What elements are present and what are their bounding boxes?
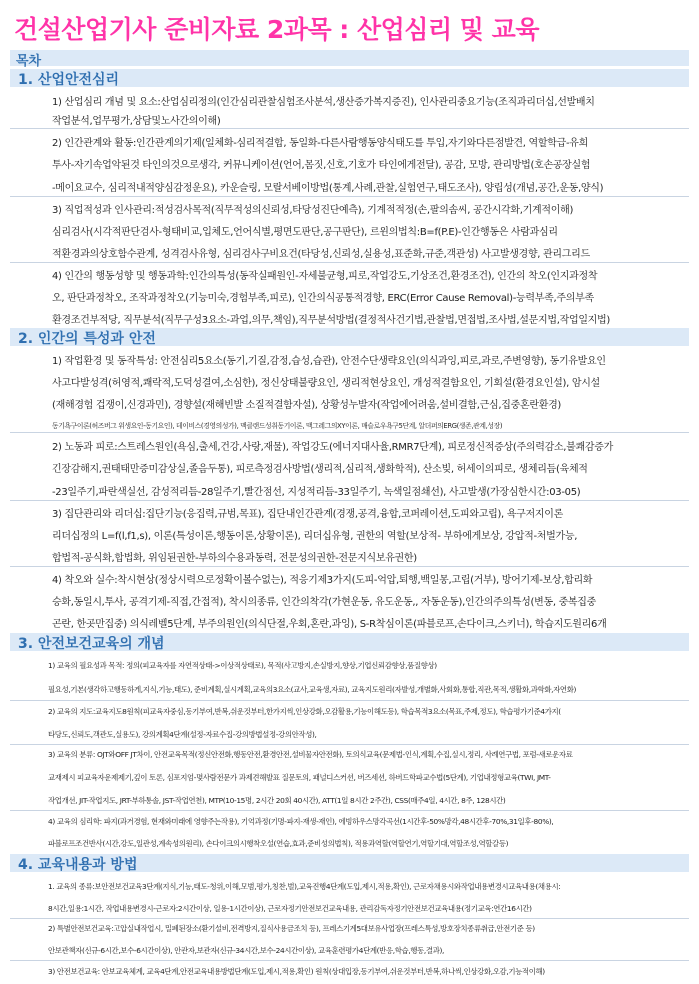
divider — [10, 432, 689, 433]
divider — [10, 744, 689, 745]
section-3-heading: 3. 안전보건교육의 개념 — [18, 636, 165, 652]
section-1-line: 작업분석,업무평가,상담및노사간의이해) — [52, 116, 221, 127]
section-1-line: 3) 직업적성과 인사관리:적성검사목적(직무적성의신뢰성,타당성진단예측), 기계적적정(손,팔의솜씨, 공간시각화,기계적이해) — [52, 205, 574, 216]
section-4-heading: 4. 교육내용과 방법 — [18, 857, 138, 873]
section-3-line: 파블로프조건반사(시간,강도,일관성,계속성의원리), 손다이크의시행착오설(연습,효과,준비성의법칙), 적용과역할(역할연기,역할기대,역할조성,역할갈등) — [48, 839, 509, 848]
section-3-line: 타당도,신뢰도,객관도,실용도), 강의계획4단계(설정-자료수집-강의방법설정-강의안작성), — [48, 730, 317, 739]
section-3-line: 4) 교육의 심리학: 파지(과거경험, 현재와미래에 영향주는작용), 기억과정(기명-파지-재생-재인), 에빙하우스망각곡선(1시간후-50%망각,48시간후-70%,31일후-80%), — [48, 817, 554, 826]
section-4-line: 8시간,일용:1시간, 작업내용변경시-근로자:2시간이상, 일용-1시간이상), 근로자정기안전보건교육내용, 관리감독자정기안전보건교육내용(정기교육:연간16시간) — [48, 904, 532, 913]
section-3-line: 필요성,기본(생각하고행동하게,지식,기능,태도), 준비계획,실시계획,교육의3요소(교사,교육생,자료), 교육지도원리(자발성,개별화,사회화,통합,직관,목적,생활화,과학화,자연화) — [48, 685, 577, 694]
section-2-line: 2) 노동과 피로:스트레스원인(욕심,출세,건강,사랑,재물), 작업강도(에너지대사율,RMR7단계), 피로정신적증상(주의력감소,불쾌감증가 — [52, 442, 613, 453]
section-3-line: 교재제시 피교육자운제제기,깊이 토론, 심포지엄-몇사람전문가 과제견해발표 질문토의, 패널디스커션, 버즈세션, 하버드학파교수법(5단계), 기업내정형교육(TWI, JMT- — [48, 773, 551, 782]
section-2-line: 합법적-공식화,합법화, 위임된권한-부하의수용과동력, 전문성의권한-전문지식보유권한) — [52, 553, 417, 564]
divider — [10, 700, 689, 701]
section-2-line: 사고다발성격(허영적,쾌락적,도덕성결여,소심한), 정신상태불량요인, 생리적현상요인, 개성적결함요인, 기회설(환경요인설), 암시설 — [52, 378, 600, 389]
section-1-line: 적환경과의상호함수관계, 성격검사유형, 심리검사구비요건(타당성,신뢰성,실용성,표준화,규준,객관성) 사고발생경향, 관리그리드 — [52, 249, 590, 260]
section-2-line: (재해경험 겁쟁이,신경과민), 경향설(재해빈발 소질적결함자설), 상황성누발자(작업에어려움,설비결함,근심,집중혼란환경) — [52, 400, 562, 411]
toc-bar — [10, 50, 689, 66]
toc-label: 목차 — [16, 54, 42, 69]
section-2-line: 3) 집단관리와 리더십:집단기능(응집력,규범,목표), 집단내인간관계(경쟁,공격,융합,코퍼레이션,도피와고립), 욕구저지이론 — [52, 509, 563, 520]
section-2-line: -23일주기,파란색실선, 감성적리듬-28일주기,빨간점선, 지성적리듬-33일주기, 녹색일점쇄선), 사고발생(가장심한시간:03-05) — [52, 487, 581, 498]
section-1-line: 심리검사(시각적판단검사-형태비교,입체도,언어식별,평면도판단,공구판단), 르윈의법칙:B=f(P.E)-인간행동은 사람과심리 — [52, 227, 558, 238]
section-1-line: 1) 산업심리 개념 및 요소:산업심리정의(인간심리관찰심험조사분석,생산증가복지증진), 인사관리중요기능(조직과리더십,선발배치 — [52, 97, 595, 108]
section-2-line: 리더십정의 L=f(l,f1,s), 이론(특성이론,행동이론,상황이론), 리더십유형, 권한의 역할(보상적- 부하에게보상, 강압적-처벌가능, — [52, 531, 578, 542]
section-1-line: 4) 인간의 행동성향 및 행동과학:인간의특성(동작실패원인-자세불균형,피로,작업강도,기상조건,환경조건), 인간의 착오(인지과정착 — [52, 271, 598, 282]
section-1-line: 환경조건부적당, 직무분석(직무구성3요소-과업,의무,책임),직무분석방법(결정적사건기법,관찰법,면접법,조사법,설문지법,작업일지법) — [52, 315, 611, 326]
divider — [10, 500, 689, 501]
section-2-line: 승화,동일시,투사, 공격기제-직접,간접적), 착시의종류, 인간의착각(가현운동, 유도운동,, 자동운동),인간의주의특성(변동, 중복집중 — [52, 597, 597, 608]
section-1-line: -메이요교수, 심리적내적양심감정운요), 카운슬링, 모랄서베이방법(통계,사례,관찰,실험연구,태도조사), 양립성(개념,공간,운동,양식) — [52, 183, 604, 194]
section-4-line: 안보관책자(신규-6시간,보수-6시간이상), 안관자,보관자(신규-34시간,보수-24시간이상), 교육훈련평가4단계(반응,학습,행동,결과), — [48, 946, 445, 955]
section-4-line: 1. 교육의 종류:보안전보건교육3단계(지식,기능,태도-청위,이해,모범,평가,칭찬,벌),교육진행4단계(도입,제시,적용,확인), 근로자채용시와작업내용변경시교육내용(채용시: — [48, 882, 561, 891]
section-3-line: 3) 교육의 분류: OJT와OFF JT차이, 안전교육목적(정신안전화,행동안전,환경안전,설비물자안전화), 토의식교육(문제법-인식,계획,수집,실시,정리, 사례연구법, 포럼-새로운자료 — [48, 750, 573, 759]
section-1-line: 투사-자기속업악된것 타인의것으로생각, 커뮤니케이션(언어,몸짓,신호,기호가 타인에게전달), 공감, 모방, 관리방법(호손공장실험 — [52, 160, 591, 171]
section-3-line: 1) 교육의 필요성과 목적: 정의(피교육자를 자연적상태->이상적상태로), 목적(사고방지,손실방지,향상,기업신뢰감향상,품질향상) — [48, 661, 437, 670]
section-2-line: 긴장감해지,권태태만증미감상실,졸음두통), 피로측정검사방법(생리적,심리적,생화학적), 산소빚, 허세이의피로, 생체리듬(육체적 — [52, 464, 588, 475]
section-2-line: 동기욕구이론(허즈버그 위생요인-동기요인), 데이비스(경영의성가), 맥클랜드성취동기이론, 맥그레그의XY이론, 매슬로우욕구5단계, 알더퍼의ERG(생존,관계,성장) — [52, 422, 503, 430]
section-2-line: 1) 작업환경 및 동작특성: 안전심리5요소(동기,기질,감정,습성,습관), 안전수단생략요인(의식과잉,피로,과로,주변영향), 동기유발요인 — [52, 356, 606, 367]
section-3-line: 작업개선, JIT-작업지도, JRT-부하통솔, JST-작업연천), MTP(10-15명, 2시간 20회 40시간), ATT(1일 8시간 2주간), CSS(매주4일, 4시간, 8주, 128시간) — [48, 796, 506, 805]
section-1-line: 오, 판단과정착오, 조작과정착오(기능미숙,경험부족,피로), 인간의식공통적경향, ERC(Error Cause Removal)-능력부족,주의부족 — [52, 293, 594, 304]
section-4-line: 3) 안전보건교육: 안보교육체계, 교육4단계,안전교육내용방법단계(도입,제시,적용,확인) 원칙(상대입장,동기부여,쉬운것부터,반복,하나씩,인상강화,오감,기능적이해) — [48, 967, 545, 976]
divider — [10, 918, 689, 919]
section-2-heading: 2. 인간의 특성과 안전 — [18, 331, 156, 347]
divider — [10, 566, 689, 567]
section-1-line: 2) 인간관계와 활동:인간관계의기제(일체화-심리적결합, 동일화-다른사람행동양식태도를 투입,자기와다른점발견, 역할학급-유희 — [52, 138, 589, 149]
section-4-line: 2) 특별안전보건교육:고압실내작업시, 밀폐된장소(환기설비,전격방지,질식사용금조치 등), 프레스기계5대보유사업장(프레스특성,방호장치종류취급,안전기준 등) — [48, 924, 535, 933]
divider — [10, 262, 689, 263]
section-1-heading: 1. 산업안전심리 — [18, 72, 120, 88]
divider — [10, 960, 689, 961]
section-2-line: 4) 착오와 실수:착시현상(정상시력으로정확이볼수없는), 적응기제3가지(도피-억압,퇴행,백일몽,고립(거부), 방어기제-보상,합리화 — [52, 575, 593, 586]
section-2-line: 곤란, 한곳만집중) 의식레벨5단계, 부주의원인(의식단절,우회,혼란,과잉), S-R착심이론(파블로프,손다이크,스키너), 학습지도원리6개 — [52, 619, 607, 630]
divider — [10, 810, 689, 811]
divider — [10, 196, 689, 197]
divider — [10, 128, 689, 129]
section-3-line: 2) 교육의 지도:교육지도8원칙(피교육자중심,동기부여,반복,쉬운것부터,한가지씩,인상강화,오감활용,기능이해도등), 학습목적3요소(목표,주제,정도), 학습평가기준4가지( — [48, 707, 561, 716]
page-title: 건설산업기사 준비자료 2과목 : 산업심리 및 교육 — [14, 15, 539, 44]
